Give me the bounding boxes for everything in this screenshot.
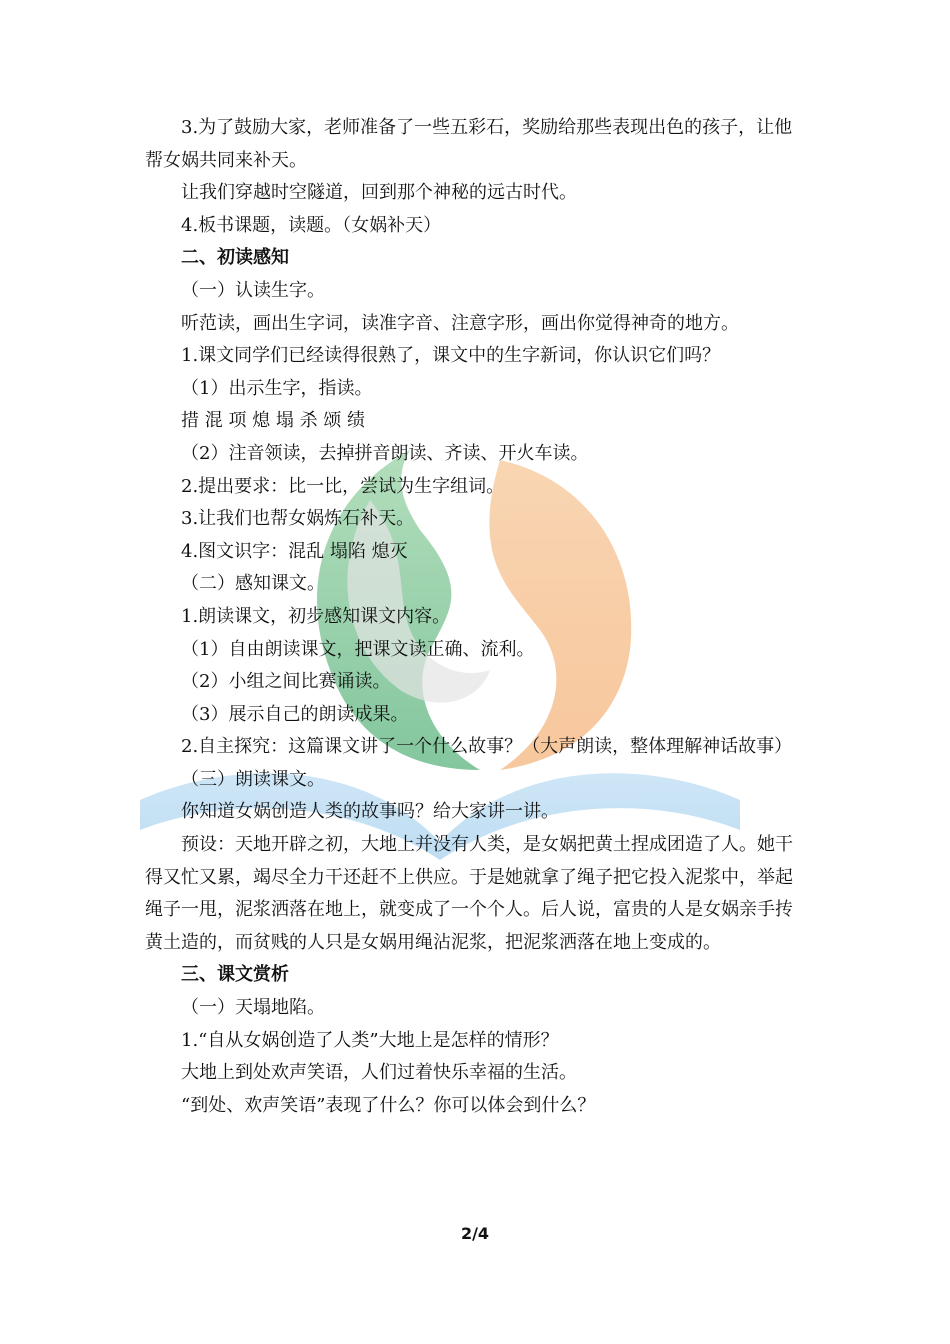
paragraph: “到处、欢声笑语”表现了什么？你可以体会到什么？ bbox=[181, 1094, 596, 1116]
section-heading: 三、课文赏析 bbox=[181, 964, 289, 986]
paragraph: （2）注音领读，去掉拼音朗读、齐读、开火车读。 bbox=[181, 442, 589, 464]
page-number bbox=[0, 1224, 950, 1243]
page-total: 4 bbox=[477, 1224, 490, 1243]
paragraph: （1）出示生字，指读。 bbox=[181, 377, 373, 399]
paragraph: （一）天塌地陷。 bbox=[181, 997, 325, 1019]
paragraph: 3.为了鼓励大家，老师准备了一些五彩石，奖励给那些表现出色的孩子，让他帮女娲共同来补天。 bbox=[145, 117, 793, 171]
page-separator: / bbox=[472, 1224, 478, 1243]
paragraph: 大地上到处欢声笑语，人们过着快乐幸福的生活。 bbox=[181, 1062, 577, 1084]
paragraph: 听范读，画出生字词，读准字音、注意字形，画出你觉得神奇的地方。 bbox=[181, 312, 739, 334]
paragraph: 3.让我们也帮女娲炼石补天。 bbox=[181, 508, 415, 530]
paragraph: 2.自主探究：这篇课文讲了一个什么故事？（大声朗读，整体理解神话故事） bbox=[181, 736, 793, 758]
paragraph: 让我们穿越时空隧道，回到那个神秘的远古时代。 bbox=[181, 182, 577, 204]
paragraph: 预设：天地开辟之初，大地上并没有人类，是女娲把黄土捏成团造了人。她干得又忙又累，竭尽全力干还赶不上供应。于是她就拿了绳子把它投入泥浆中，举起绳子一甩，泥浆洒落在地上，就变成了一个个人。后人说，富贵的人是女娲亲手抟黄土造的，而贫贱的人只是女娲用绳沾泥浆，把泥浆洒落在地上变成的。 bbox=[145, 834, 793, 953]
paragraph: 4.板书课题，读题。（女娲补天） bbox=[181, 214, 442, 236]
paragraph: 你知道女娲创造人类的故事吗？给大家讲一讲。 bbox=[181, 801, 559, 823]
paragraph: 4.图文识字：混乱 塌陷 熄灭 bbox=[181, 540, 408, 562]
paragraph: 1.课文同学们已经读得很熟了，课文中的生字新词，你认识它们吗？ bbox=[181, 345, 721, 367]
paragraph: 1.朗读课文，初步感知课文内容。 bbox=[181, 605, 451, 627]
paragraph: （三）朗读课文。 bbox=[181, 768, 325, 790]
section-heading: 二、初读感知 bbox=[181, 247, 289, 269]
page-current: 2 bbox=[460, 1224, 473, 1243]
paragraph: 2.提出要求：比一比，尝试为生字组词。 bbox=[181, 475, 505, 497]
paragraph: （1）自由朗读课文，把课文读正确、流利。 bbox=[181, 638, 535, 660]
document-body bbox=[145, 112, 805, 1122]
paragraph: 1.“自从女娲创造了人类”大地上是怎样的情形？ bbox=[181, 1029, 559, 1051]
paragraph: （2）小组之间比赛诵读。 bbox=[181, 671, 391, 693]
paragraph: （3）展示自己的朗读成果。 bbox=[181, 703, 409, 725]
paragraph: 措 混 项 熄 塌 杀 颂 绩 bbox=[181, 410, 366, 432]
paragraph: （一）认读生字。 bbox=[181, 279, 325, 301]
paragraph: （二）感知课文。 bbox=[181, 573, 325, 595]
